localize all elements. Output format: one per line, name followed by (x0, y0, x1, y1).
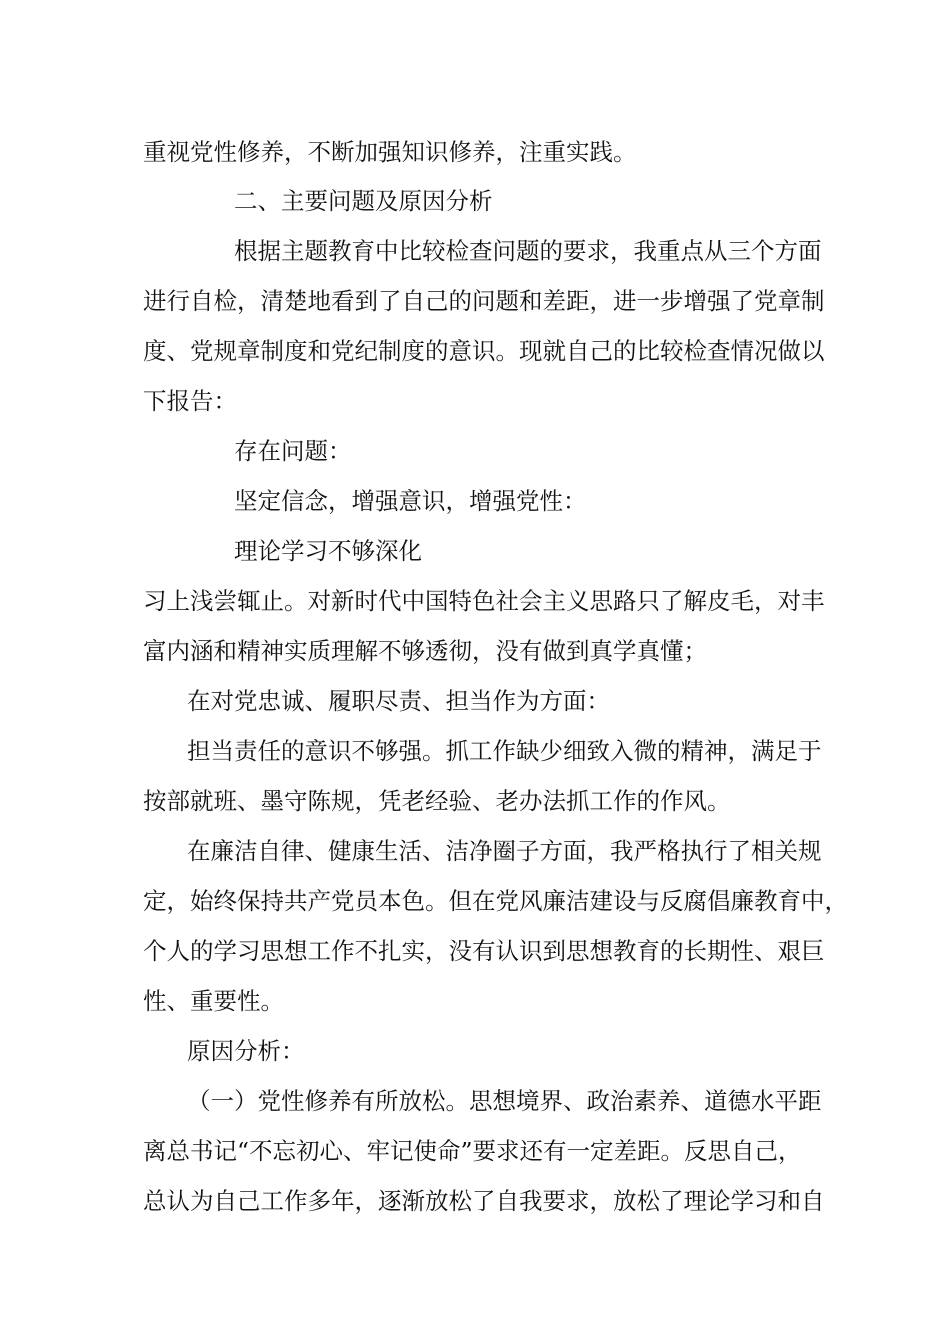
text-line: 习上浅尝辄止。对新时代中国特色社会主义思路只了解皮毛，对丰 (143, 587, 825, 615)
text-line: 按部就班、墨守陈规，凭老经验、老办法抓工作的作风。 (143, 787, 731, 815)
text-line: 在对党忠诚、履职尽责、担当作为方面： (187, 687, 610, 715)
subheading: 原因分析： (187, 1037, 305, 1065)
text-line: 总认为自己工作多年，逐渐放松了自我要求，放松了理论学习和自 (143, 1187, 825, 1215)
text-line: 个人的学习思想工作不扎实，没有认识到思想教育的长期性、艰巨 (143, 937, 825, 965)
text-line: （一）党性修养有所放松。思想境界、政治素养、道德水平距 (187, 1087, 822, 1115)
text-line: 进行自检，清楚地看到了自己的问题和差距，进一步增强了党章制 (143, 287, 825, 315)
text-line: 根据主题教育中比较检查问题的要求，我重点从三个方面 (234, 237, 822, 265)
text-line: 担当责任的意识不够强。抓工作缺少细致入微的精神，满足于 (187, 737, 822, 765)
text-line: 重视党性修养，不断加强知识修养，注重实践。 (143, 138, 637, 166)
text-line: 理论学习不够深化 (234, 537, 422, 565)
text-line: 离总书记“不忘初心、牢记使命”要求还有一定差距。反思自己， (143, 1137, 802, 1165)
text-line: 富内涵和精神实质理解不够透彻，没有做到真学真懂； (143, 637, 707, 665)
text-line: 定，始终保持共产党员本色。但在党风廉洁建设与反腐倡廉教育中， (143, 887, 848, 915)
section-heading: 二、主要问题及原因分析 (234, 187, 493, 215)
text-line: 在廉洁自律、健康生活、洁净圈子方面，我严格执行了相关规 (187, 837, 822, 865)
text-line: 度、党规章制度和党纪制度的意识。现就自己的比较检查情况做以 (143, 337, 825, 365)
text-line: 下报告： (143, 387, 237, 415)
subheading: 存在问题： (234, 437, 352, 465)
text-line: 性、重要性。 (143, 987, 284, 1015)
text-line: 坚定信念，增强意识，增强党性： (234, 487, 587, 515)
